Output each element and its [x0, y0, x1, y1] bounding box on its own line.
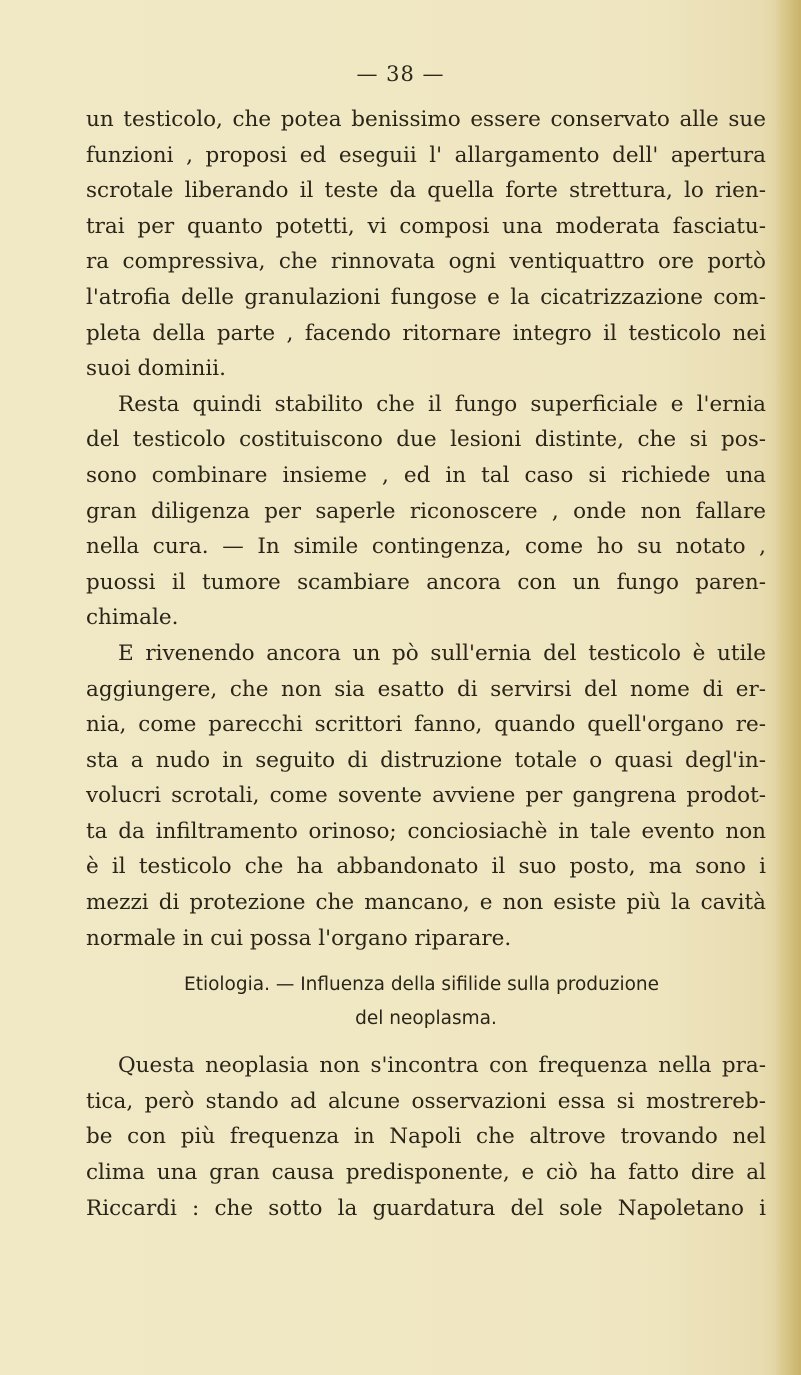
text-line: è il testicolo che ha abbandonato il suo posto, ma sono i [86, 854, 766, 880]
text-line: scrotale liberando il teste da quella forte strettura, lo rien- [86, 178, 766, 204]
text-line: E rivenendo ancora un pò sull'ernia del testicolo è utile [118, 640, 766, 666]
page-edge-shadow [775, 0, 801, 1375]
text-line: Questa neoplasia non s'incontra con frequenza nella pra- [118, 1053, 766, 1079]
section-gap [86, 1036, 766, 1048]
paragraph-1 [86, 102, 766, 387]
text-line: suoi dominii. [86, 356, 226, 382]
text-line: trai per quanto potetti, vi composi una moderata fasciatu- [86, 213, 766, 239]
text-line: normale in cui possa l'organo riparare. [86, 925, 512, 951]
text-line: volucri scrotali, come sovente avviene per gangrena prodot- [86, 783, 766, 809]
text-line: gran diligenza per saperle riconoscere , onde non fallare [86, 498, 766, 524]
body-text [86, 102, 766, 1226]
text-line: chimale. [86, 605, 179, 631]
text-line: l'atrofia delle granulazioni fungose e la cicatrizzazione com- [86, 284, 766, 310]
paragraph-4 [86, 1048, 766, 1226]
text-line: nia, come parecchi scrittori fanno, quando quell'organo re- [86, 712, 766, 738]
text-line: funzioni , proposi ed eseguii l' allargamento dell' apertura [86, 142, 766, 168]
text-line: ta da infiltramento orinoso; conciosiachè in tale evento non [86, 818, 766, 844]
section-heading [86, 968, 766, 1036]
text-line: ra compressiva, che rinnovata ogni ventiquattro ore portò [86, 249, 766, 275]
text-line: clima una gran causa predisponente, e ciò ha fatto dire al [86, 1160, 766, 1186]
text-line: Resta quindi stabilito che il fungo superficiale e l'ernia [118, 391, 766, 417]
text-line: be con più frequenza in Napoli che altrove trovando nel [86, 1124, 766, 1150]
text-line: tica, però stando ad alcune osservazioni essa si mostrereb- [86, 1088, 766, 1114]
text-line: sono combinare insieme , ed in tal caso si richiede una [86, 462, 766, 488]
heading-line: del neoplasma. [355, 1008, 497, 1030]
text-line: del testicolo costituiscono due lesioni distinte, che si pos- [86, 427, 766, 453]
text-line: un testicolo, che potea benissimo essere conservato alle sue [86, 107, 766, 132]
page-number: — 38 — [356, 62, 445, 86]
paragraph-2 [86, 387, 766, 636]
text-line: mezzi di protezione che mancano, e non esiste più la cavità [86, 890, 766, 916]
text-line: sta a nudo in seguito di distruzione totale o quasi degl'in- [86, 747, 766, 773]
text-line: pleta della parte , facendo ritornare integro il testicolo nei [86, 320, 766, 346]
heading-line: Etiologia. — Influenza della sifilide sulla produzione [184, 974, 660, 996]
text-line: puossi il tumore scambiare ancora con un fungo paren- [86, 569, 766, 595]
text-line: aggiungere, che non sia esatto di servirsi del nome di er- [86, 676, 766, 702]
text-line: nella cura. — In simile contingenza, come ho su notato , [86, 534, 766, 560]
section-gap [86, 956, 766, 968]
paragraph-3 [86, 636, 766, 956]
text-line: Riccardi : che sotto la guardatura del sole Napoletano i [86, 1195, 766, 1221]
